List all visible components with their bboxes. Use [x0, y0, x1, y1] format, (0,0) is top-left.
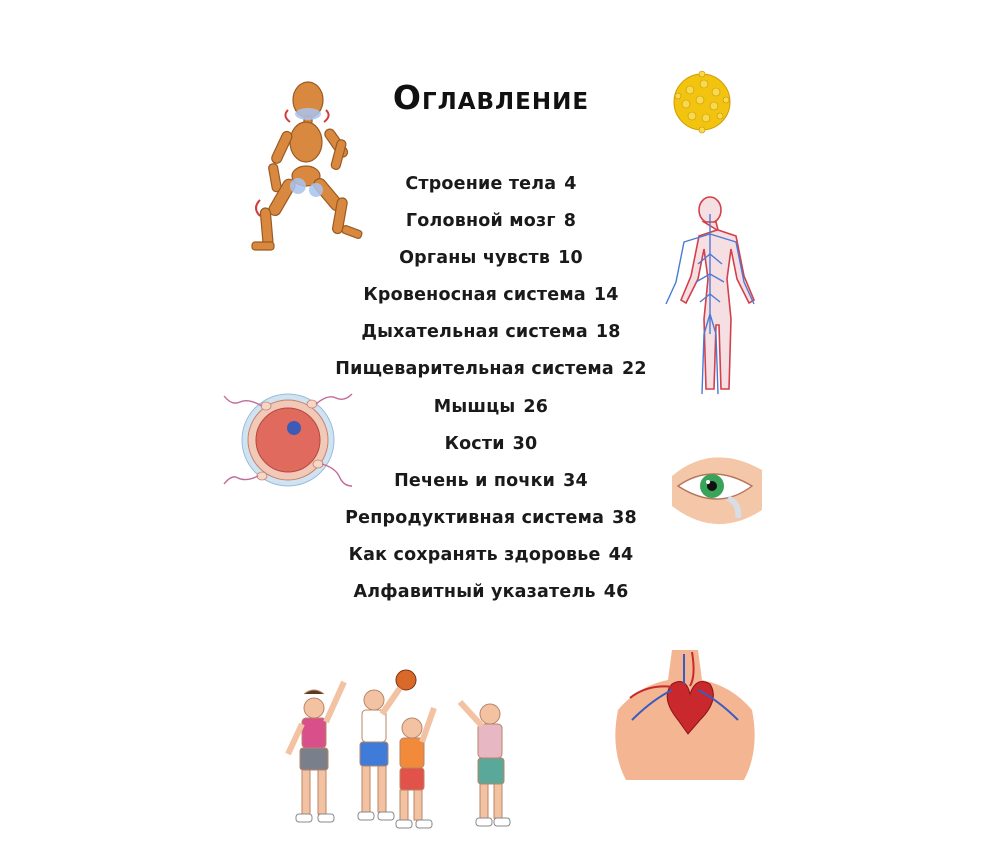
toc-item-page: 26 [523, 396, 549, 417]
toc-item-page: 8 [563, 211, 577, 232]
toc-item-label: Кости [444, 433, 505, 454]
pollen-grain-icon [666, 68, 738, 136]
toc-item-label: Печень и почки [394, 470, 556, 491]
toc-item-label: Как сохранять здоровье [348, 544, 601, 565]
toc-item-page: 44 [608, 544, 634, 565]
toc-item-label: Кровеносная система [363, 285, 586, 306]
chest-heart-icon [610, 650, 760, 780]
toc-item-label: Репродуктивная система [345, 507, 605, 528]
page-title: Оглавление [392, 78, 590, 117]
children-playing-basketball-icon [278, 664, 518, 836]
toc-item[interactable] [0, 537, 982, 574]
toc-item-label: Алфавитный указатель [353, 582, 596, 603]
toc-item[interactable] [0, 463, 982, 500]
toc-item[interactable] [0, 166, 982, 203]
toc-item[interactable] [0, 500, 982, 537]
nervous-system-figure-icon [660, 194, 760, 400]
toc-item-page: 22 [621, 359, 647, 380]
toc-item[interactable] [0, 277, 982, 314]
eye-icon [668, 446, 766, 530]
toc-item-page: 46 [603, 582, 629, 603]
toc-item-page: 14 [593, 285, 619, 306]
egg-cell-sperm-icon [218, 384, 356, 498]
toc-item[interactable] [0, 351, 982, 388]
toc-item-label: Головной мозг [405, 211, 556, 232]
toc-item-label: Органы чувств [399, 248, 551, 269]
toc-item-page: 38 [612, 507, 637, 528]
toc-item[interactable] [0, 389, 982, 426]
toc-item[interactable] [0, 240, 982, 277]
toc-item[interactable] [0, 314, 982, 351]
wooden-mannequin-icon [238, 80, 374, 264]
toc-item-label: Пищеварительная система [335, 359, 614, 380]
toc-item-page: 18 [595, 322, 621, 343]
toc-item-page: 34 [563, 470, 588, 491]
table-of-contents [0, 166, 982, 611]
toc-item-page: 10 [558, 248, 583, 269]
toc-item-page: 4 [564, 174, 577, 194]
toc-item[interactable] [0, 203, 982, 240]
toc-item-label: Мышцы [433, 396, 516, 417]
toc-item[interactable] [0, 426, 982, 463]
toc-item-page: 30 [512, 433, 538, 454]
toc-item-label: Дыхательная система [361, 322, 588, 343]
toc-item[interactable] [0, 574, 982, 611]
toc-item-label: Строение тела [405, 174, 557, 194]
